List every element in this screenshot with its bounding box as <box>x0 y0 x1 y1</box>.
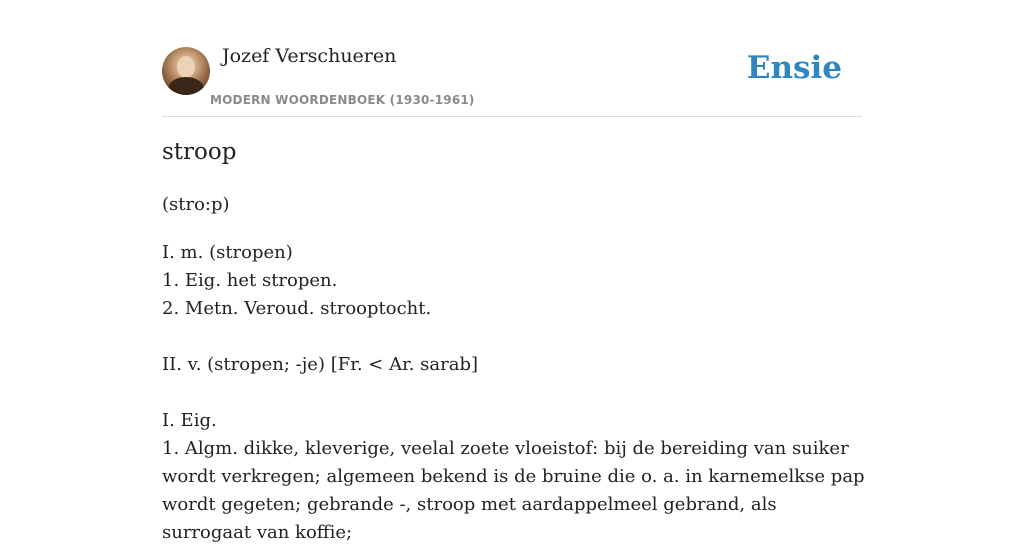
avatar-coat <box>168 77 204 95</box>
page <box>162 0 865 543</box>
entry-line: 2. Metn. Veroud. strooptocht. <box>162 298 432 319</box>
source-label[interactable]: MODERN WOORDENBOEK (1930-1961) <box>210 93 475 107</box>
entry-line: 1. Algm. dikke, kleverige, veelal zoete vloeistof: bij de bereiding van suiker wordt verkregen; algemeen bekend is de bruine die o. a. in karnemelkse pap wordt gegeten; gebrande -, stroop met aardappelmeel gebrand, als surrogaat van koffie; <box>162 438 865 543</box>
header <box>162 0 862 117</box>
ensie-logo[interactable]: Ensie <box>746 50 842 86</box>
line-gap <box>162 323 867 351</box>
entry-title: stroop <box>162 139 237 165</box>
entry-pronunciation: (stro:p) <box>162 194 230 215</box>
entry-line: 1. Eig. het stropen. <box>162 270 338 291</box>
avatar-face <box>177 56 195 78</box>
entry-line: II. v. (stropen; -je) [Fr. < Ar. sarab] <box>162 354 478 375</box>
entry-body <box>162 239 867 547</box>
line-gap <box>162 379 867 407</box>
author-name[interactable]: Jozef Verschueren <box>222 45 397 67</box>
entry-line: I. Eig. <box>162 410 217 431</box>
author-avatar[interactable] <box>162 47 210 95</box>
entry-line: I. m. (stropen) <box>162 242 293 263</box>
